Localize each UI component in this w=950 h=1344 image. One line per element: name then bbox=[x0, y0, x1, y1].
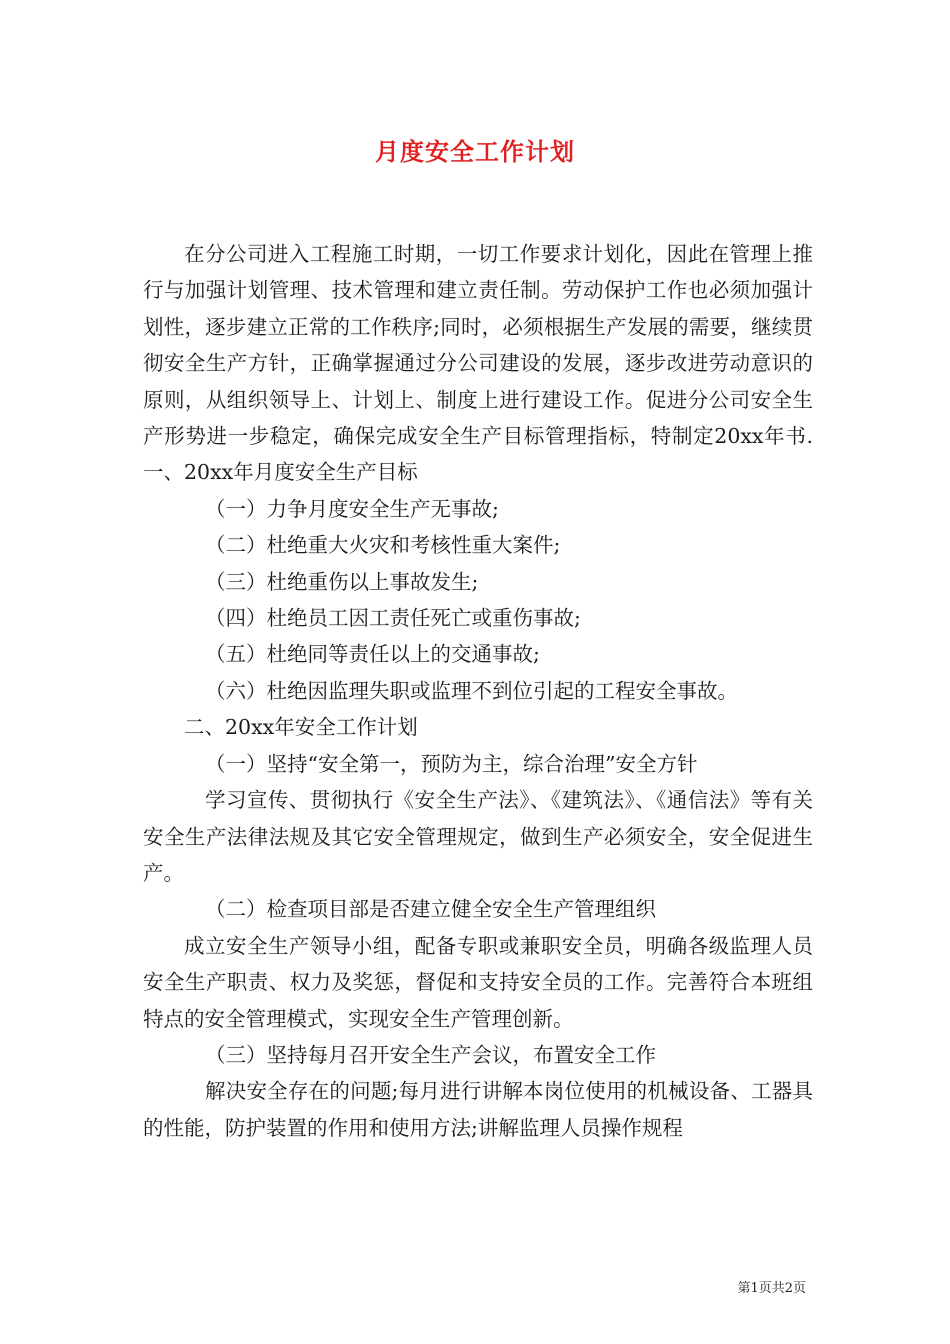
goal-item: （二）杜绝重大火灾和考核性重大案件; bbox=[205, 533, 561, 558]
goal-item: （六）杜绝因监理失职或监理不到位引起的工程安全事故。 bbox=[205, 678, 738, 703]
goal-item: （五）杜绝同等责任以上的交通事故; bbox=[205, 642, 540, 667]
subsection-2-text: 成立安全生产领导小组，配备专职或兼职安全员，明确各级监理人员安全生产职责、权力及奖惩，督促和支持安全员的工作。完善符合本班组特点的安全管理模式，实现安全生产管理创新。 bbox=[143, 933, 813, 1031]
section-2-heading: 二、20xx年安全工作计划 bbox=[184, 715, 418, 740]
page-number: 第1页共2页 bbox=[737, 1281, 806, 1296]
subsection-1-heading: （一）坚持“安全第一，预防为主，综合治理”安全方针 bbox=[205, 751, 698, 776]
subsection-3-heading: （三）坚持每月召开安全生产会议，布置安全工作 bbox=[205, 1042, 656, 1067]
subsection-1-text: 学习宣传、贯彻执行《安全生产法》、《建筑法》、《通信法》等有关安全生产法律法规及其它安全管理规定，做到生产必须安全，安全促进生产。 bbox=[143, 788, 813, 885]
intro-paragraph: 在分公司进入工程施工时期，一切工作要求计划化，因此在管理上推行与加强计划管理、技术管理和建立责任制。劳动保护工作也必须加强计划性，逐步建立正常的工作秩序;同时，必须根据生产发展的需要，继续贯彻安全生产方针，正确掌握通过分公司建设的发展，逐步改进劳动意识的原则，从组织领导上、计划上、制度上进行建设工作。促进分公司安全生产形势进一步稳定，确保完成安全生产目标管理指标，特制定20xx年书.一、20xx年月度安全生产目标 bbox=[143, 242, 813, 485]
document-body bbox=[143, 236, 813, 1146]
subsection-2-heading: （二）检查项目部是否建立健全安全生产管理组织 bbox=[205, 897, 656, 922]
document-title: 月度安全工作计划 bbox=[375, 137, 575, 166]
goal-item: （三）杜绝重伤以上事故发生; bbox=[205, 569, 479, 594]
goal-item: （一）力争月度安全生产无事故; bbox=[205, 496, 499, 521]
subsection-3-text: 解决安全存在的问题;每月进行讲解本岗位使用的机械设备、工器具的性能，防护装置的作用和使用方法;讲解监理人员操作规程 bbox=[143, 1079, 813, 1140]
goal-item: （四）杜绝员工因工责任死亡或重伤事故; bbox=[205, 606, 581, 631]
